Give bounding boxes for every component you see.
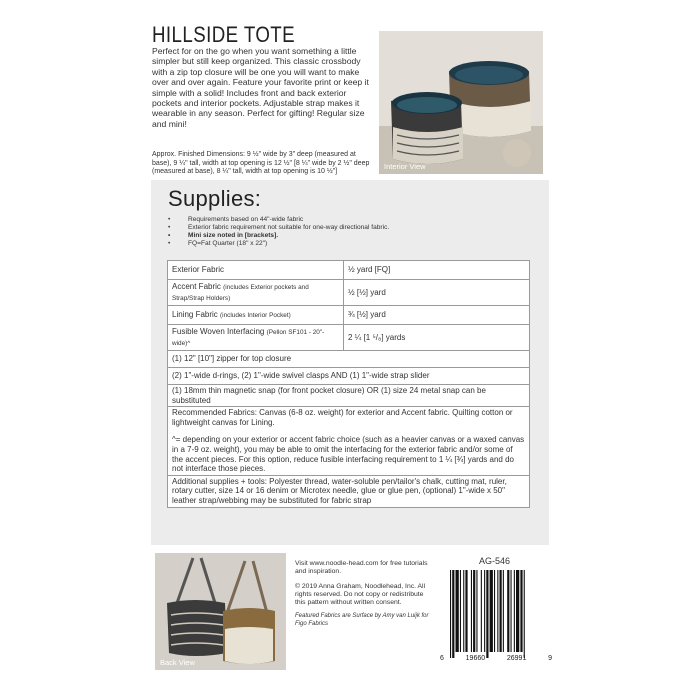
intro-paragraph: Perfect for on the go when you want something a little simpler but still keep organized. This classic crossbody with a zip top closure will be one you will want to make over and over again. Feature your favorite print or keep it simple with a solid! Includes front and back exterior pockets and interior pockets. Adjustable strap makes it wearable in any season. Perfect for gifting! Regular size and mini! [152,46,369,129]
supply-item: (1) 18mm thin magnetic snap (for front pocket closure) OR (1) size 24 metal snap can be substituted [168,385,530,407]
back-view-caption: Back View [160,658,195,667]
note-item: • Requirements based on 44"-wide fabric [168,216,528,224]
barcode-digit-group: 9 [548,655,552,662]
recommended-fabrics-cell [168,407,530,476]
pattern-back-cover [147,20,553,680]
featured-fabrics-note: Featured Fabrics are Surface by Amy van Luijk for Figo Fabrics [295,613,429,627]
supply-label: Fusible Woven Interfacing (Pellon SF101 - 20"-wide)^ [168,325,344,351]
supply-amount: 2 ¼ [1 ⁵/₈] yards [344,325,530,351]
supplies-heading: Supplies: [168,186,262,211]
footer-text [295,560,435,634]
barcode-digit-group: 26991 [506,655,527,662]
supply-amount: ¾ [½] yard [344,306,530,325]
supplies-table [167,260,530,508]
supply-item: (2) 1"-wide d-rings, (2) 1"-wide swivel clasps AND (1) 1"-wide strap slider [168,368,530,385]
interior-view-caption: Interior View [384,162,426,171]
table-row [168,385,530,407]
supply-label: Lining Fabric (includes Interior Pocket) [168,306,344,325]
interfacing-note: ^= depending on your exterior or accent fabric choice (such as a heavier canvas or a waxed canvas in a 7-9 oz. weight), you may be able to omit the interfacing for the exterior fabric and/or some of the accent pieces. For this option, reduce fusible interfacing requirement to 1 ¼ [¾] yards and do not interface those pieces. [172,435,525,474]
table-row [168,306,530,325]
barcode-digit-group: 6 [440,655,444,662]
table-row [168,280,530,306]
supplies-panel [151,180,549,545]
barcode-digits [440,655,552,662]
table-row [168,261,530,280]
note-item: • Mini size noted in [brackets]. [168,232,528,240]
note-item: • FQ=Fat Quarter (18" x 22") [168,240,528,248]
barcode-icon [446,570,550,666]
supply-label: Exterior Fabric [168,261,344,280]
copyright-note: © 2019 Anna Graham, Noodlehead, Inc. All rights reserved. Do not copy or redistribute this pattern without written consent. [295,582,426,607]
sku-code: AG-546 [479,556,511,566]
supply-label: Accent Fabric (includes Exterior pockets and Strap/Strap Holders) [168,280,344,306]
recommended-fabrics: Recommended Fabrics: Canvas (6-8 oz. weight) for exterior and Accent fabric. Quilting cotton or lightweight canvas for Lining. [172,408,513,427]
interior-view-photo [379,31,543,174]
table-row [168,351,530,368]
note-item: • Exterior fabric requirement not suitable for one-way directional fabric. [168,224,528,232]
page-title: HILLSIDE TOTE [152,22,296,47]
table-row [168,325,530,351]
dimensions-paragraph: Approx. Finished Dimensions: 9 ½" wide by 3" deep (measured at base), 9 ¼" tall, width at top opening is 12 ½" [8 ¼" wide by 2 ½" deep (measured at base), 8 ¼" tall, width at top opening is 10 ½"] [152,151,370,176]
barcode-digit-group: 19660 [465,655,486,662]
table-row [168,368,530,385]
supply-amount: ½ [½] yard [344,280,530,306]
back-view-photo [155,553,286,670]
supply-item: (1) 12" [10"] zipper for top closure [168,351,530,368]
table-row [168,475,530,507]
table-row [168,407,530,476]
supply-amount: ½ yard [FQ] [344,261,530,280]
website-note: Visit www.noodle-head.com for free tutorials and inspiration. [295,560,428,576]
supplies-notes [168,216,528,248]
additional-supplies: Additional supplies + tools: Polyester thread, water-soluble pen/tailor's chalk, cutting mat, ruler, rotary cutter, size 14 or 16 denim or Microtex needle, glue or glue pen, (optional) 1"-wide x 50" leather strap/webbing may be substituted for fabric strap [168,475,530,507]
